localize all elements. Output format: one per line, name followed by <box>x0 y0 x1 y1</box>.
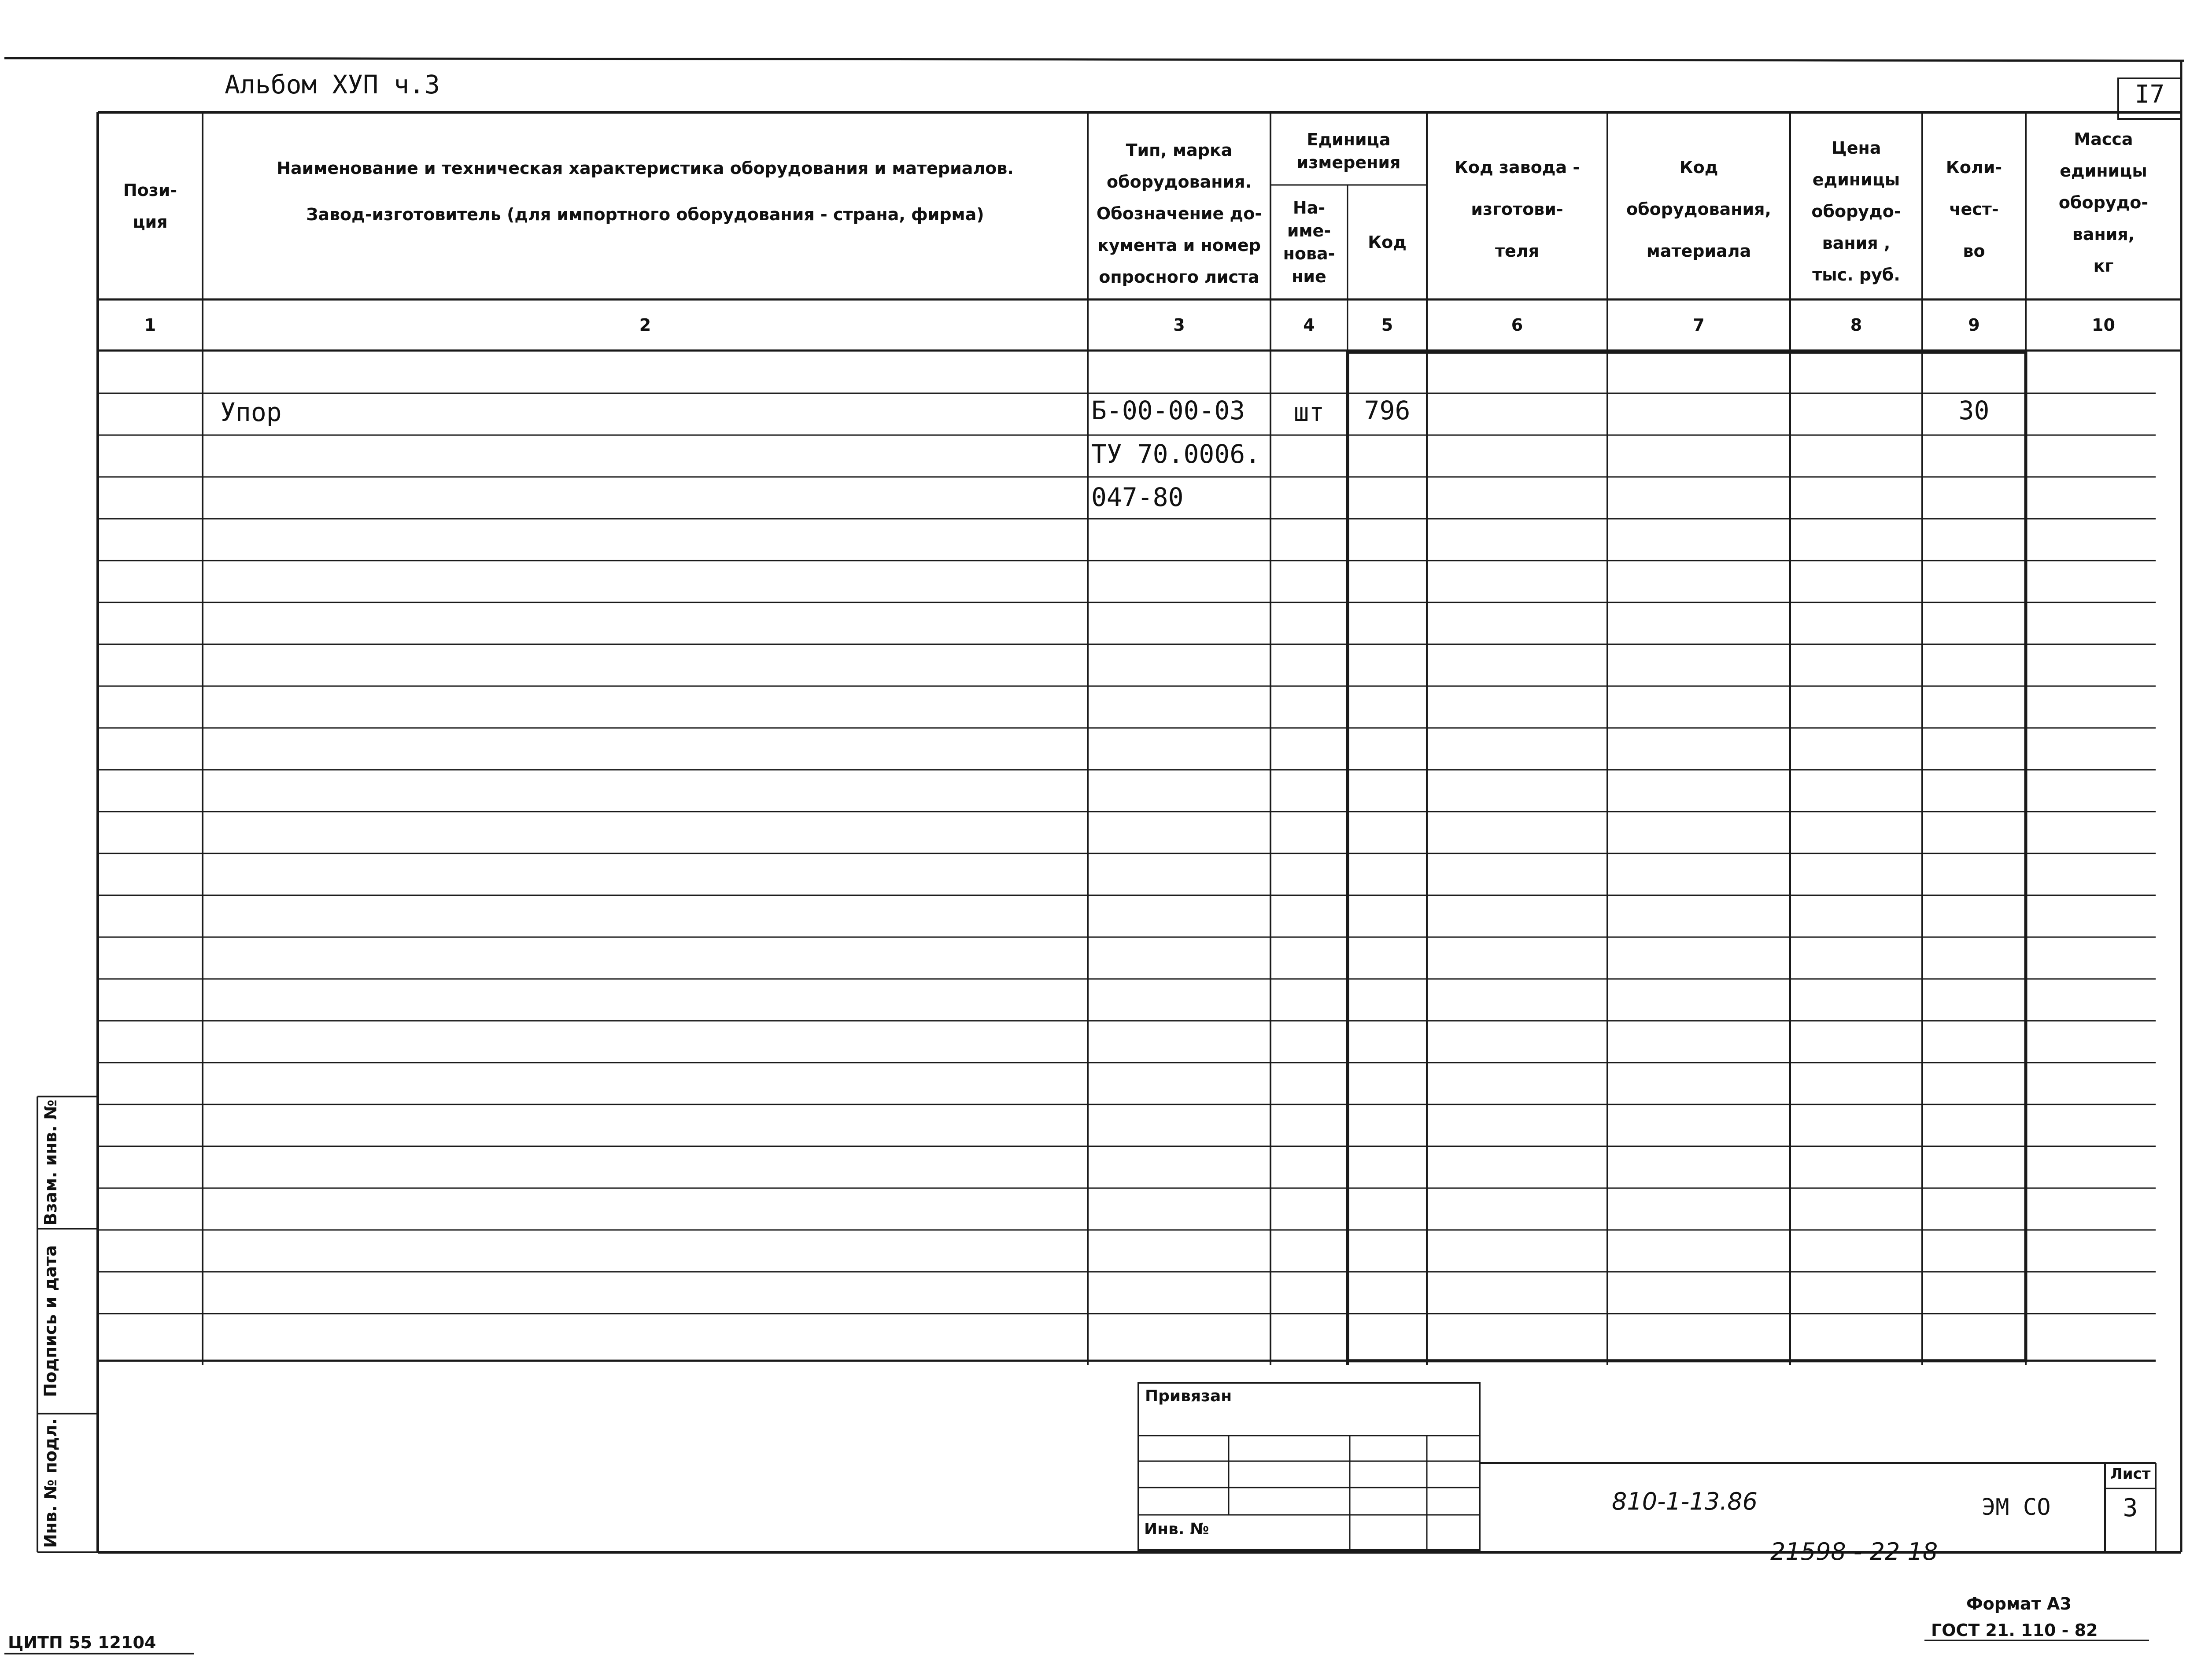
row-qty-cell: 30 <box>1958 395 1990 425</box>
stamp-mark: ЭМ СО <box>1982 1494 2051 1521</box>
col-number: 3 <box>1173 315 1185 335</box>
side-label-inv: Инв. № подл. <box>41 1418 61 1548</box>
row-type-cell: 047-80 <box>1091 482 1184 512</box>
footer-cityp: ЦИТП 55 12104 <box>8 1633 156 1652</box>
col-number: 2 <box>639 315 651 335</box>
row-name-cell: Упор <box>220 397 282 427</box>
row-type-cell: Б-00-00-03 <box>1091 395 1245 425</box>
stamp-inv-no: Инв. № <box>1144 1520 1209 1538</box>
col-header-equip-code: Код оборудования, материала <box>1626 157 1771 261</box>
album-title: Альбом ХУП ч.3 <box>225 70 440 100</box>
col-number: 10 <box>2092 315 2115 335</box>
col-number: 8 <box>1850 315 1862 335</box>
row-type-cell: ТУ 70.0006. <box>1091 439 1261 469</box>
col-number: 5 <box>1381 315 1393 335</box>
stamp-doc-code: 810-1-13.86 <box>1612 1488 1758 1515</box>
col-number: 9 <box>1968 315 1980 335</box>
col-number: 7 <box>1693 315 1705 335</box>
archive-number: 21598 - 22 18 <box>1770 1538 1938 1566</box>
stamp-list-number: 3 <box>2123 1494 2138 1522</box>
footer-format: Формат А3 <box>1966 1594 2072 1614</box>
side-label-podpis: Подпись и дата <box>41 1245 60 1397</box>
sheet-corner-number: I7 <box>2135 80 2165 109</box>
col-header-unit-name: На- име- нова- ние <box>1283 198 1335 286</box>
col-number: 6 <box>1511 315 1523 335</box>
footer-gost: ГОСТ 21. 110 - 82 <box>1931 1621 2098 1640</box>
col-header-mfr-code: Код завода - изготови- теля <box>1454 157 1580 261</box>
row-unit-cell: шт <box>1293 397 1325 427</box>
col-header-price: Цена единицы оборудо- вания , тыс. руб. <box>1811 138 1901 284</box>
row-code-cell: 796 <box>1364 395 1411 425</box>
col-header-quantity: Коли- чест- во <box>1946 157 2002 261</box>
stamp-privyazan: Привязан <box>1145 1387 1232 1405</box>
col-header-name: Наименование и техническая характеристика оборудования и материалов. Завод-изготовитель (для импортного оборудования - страна, фирма) <box>277 159 1014 224</box>
col-header-type: Тип, марка оборудования. Обозначение до- кумента и номер опросного листа <box>1096 140 1262 287</box>
col-number: 1 <box>144 315 156 335</box>
col-header-mass: Масса единицы оборудо- вания, кг <box>2058 129 2149 276</box>
col-header-position: Пози- ция <box>123 180 177 232</box>
col-header-unit: Единица измерения <box>1296 129 1401 172</box>
col-number: 4 <box>1303 315 1315 335</box>
side-label-vzam: Взам. инв. № <box>41 1100 61 1226</box>
stamp-list-label: Лист <box>2110 1465 2151 1483</box>
col-header-unit-code: Код <box>1368 233 1407 252</box>
